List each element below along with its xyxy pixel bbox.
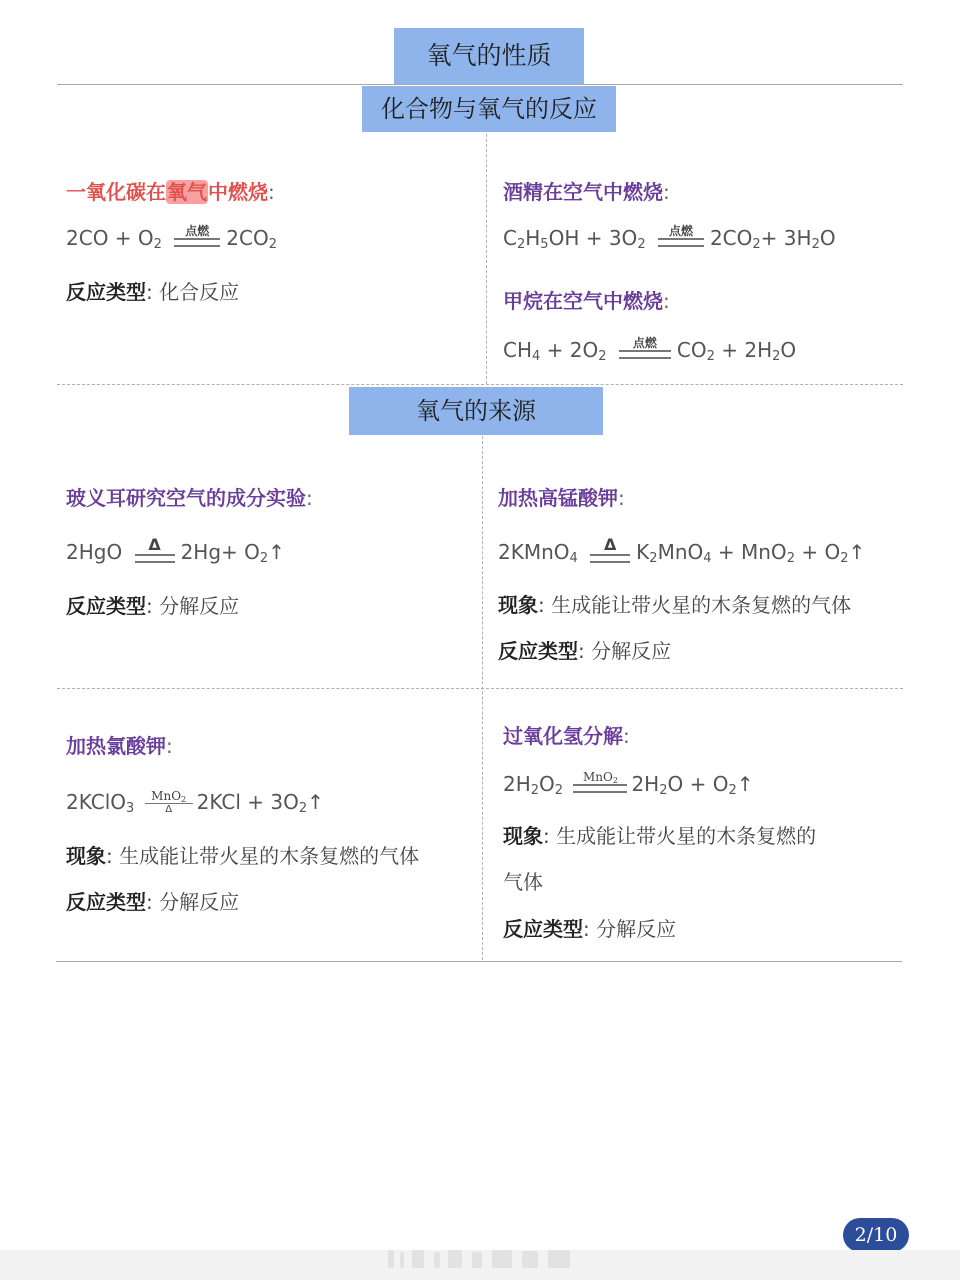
eq-text: + O (794, 540, 841, 564)
eq-text: 2CO + O (66, 226, 154, 250)
eq-text: 2H (503, 772, 531, 796)
phenomenon-label: 现象 (503, 824, 543, 848)
top-divider (57, 84, 903, 85)
watermark-bar (400, 1252, 404, 1268)
eq-text: CH (503, 338, 533, 362)
eq-text: O (539, 772, 555, 796)
eq-text: CO (676, 338, 707, 362)
eq-text: 2H (631, 772, 660, 796)
co-heading-text-end: 中燃烧 (208, 180, 268, 204)
phenomenon-value: 生成能让带火星的木条复燃的 (556, 824, 817, 848)
eq-text: OH + 3O (548, 226, 638, 250)
section1-column-divider (486, 134, 487, 384)
eq-text: 2CO (226, 226, 269, 250)
section2-column-divider (482, 436, 483, 960)
kclo3-equation: 2KClO$_3$ MnO$_2$ Δ $2KCl + 3O_2↑$ (66, 788, 324, 816)
watermark-bar (448, 1250, 462, 1268)
co-equation: $2CO + O_2$ 点燃 $2CO_2$ (66, 224, 278, 252)
type-label: 反应类型 (498, 639, 578, 663)
arrow-up-icon: ↑ (268, 540, 285, 564)
type-value: 化合反应 (159, 280, 240, 304)
page-title: 氧气的性质 (394, 28, 584, 84)
hgo-equation: 2HgO Δ $2Hg+ O_2↑$ (66, 535, 285, 566)
condition-text: Δ (603, 535, 617, 554)
condition-text: 点燃 (185, 224, 210, 238)
condition-text: Δ (148, 535, 161, 554)
eq-text: 2KClO (66, 790, 127, 814)
eq-text: + 2O (540, 338, 599, 362)
phenomenon-value: 生成能让带火星的木条复燃的气体 (119, 844, 420, 868)
eq-text: + 2H (714, 338, 773, 362)
type-value: 分解反应 (591, 639, 672, 663)
h2o2-reaction-type: 反应类型: 分解反应 (503, 917, 677, 941)
kclo3-reaction-type: 反应类型: 分解反应 (66, 890, 240, 914)
eq-text: 2CO (709, 226, 753, 250)
kmno4-phenomenon: 现象: 生成能让带火星的木条复燃的气体 (498, 593, 852, 617)
section-divider (57, 384, 903, 385)
phenomenon-value: 生成能让带火星的木条复燃的气体 (551, 593, 852, 617)
eq-text: O (819, 226, 836, 250)
co-heading-text: 一氧化碳在 (66, 180, 166, 204)
methane-combustion-heading: 甲烷在空气中燃烧: (503, 289, 670, 313)
reaction-condition (619, 336, 671, 359)
type-label: 反应类型 (66, 280, 146, 304)
eq-text: 2KMnO (498, 540, 570, 564)
kclo3-heading-text: 加热氯酸钾 (66, 734, 166, 758)
h2o2-heading: 过氧化氢分解: (503, 724, 630, 748)
watermark-bar (548, 1250, 570, 1268)
eq-text: H (525, 226, 541, 250)
watermark-bar (412, 1250, 424, 1268)
catalyst-text: MnO (151, 788, 182, 803)
h2o2-heading-text: 过氧化氢分解 (503, 724, 623, 748)
condition-text: 点燃 (632, 336, 657, 350)
hgo-reaction-type: 反应类型: 分解反应 (66, 594, 240, 618)
watermark-bar (492, 1250, 512, 1268)
eq-text: 2HgO (66, 540, 123, 564)
arrow-up-icon: ↑ (307, 790, 324, 814)
eq-text: 2Hg+ O (180, 540, 260, 564)
h2o2-phenomenon-continued (503, 866, 543, 895)
bottom-divider (56, 961, 902, 962)
page-number-badge: 2/10 (843, 1218, 909, 1252)
eq-text: 2KCl + 3O (196, 790, 299, 814)
arrow-up-icon: ↑ (848, 540, 866, 564)
type-value: 分解反应 (596, 917, 677, 941)
kmno4-reaction-type: 反应类型: 分解反应 (498, 639, 672, 663)
catalyst-text: MnO (582, 770, 613, 784)
type-label: 反应类型 (66, 594, 146, 618)
kmno4-heading: 加热高锰酸钾: (498, 486, 625, 510)
kmno4-equation: 2KMnO$_4$ Δ $K_2MnO_4 + MnO_2$ + $O_2↑$ (498, 535, 866, 566)
type-value: 分解反应 (159, 890, 240, 914)
type-label: 反应类型 (503, 917, 583, 941)
type-value: 分解反应 (159, 594, 240, 618)
eq-text: K (636, 540, 650, 564)
eq-text: + 3H (760, 226, 812, 250)
methane-equation: $CH_4 + 2O_2$ 点燃 $CO_2 + 2H_2O$ (503, 336, 797, 364)
phenomenon-label: 现象 (498, 593, 538, 617)
reaction-condition (658, 224, 704, 247)
h2o2-phenomenon: 现象: 生成能让带火星的木条复燃的 (503, 824, 817, 848)
condition-text: 点燃 (668, 224, 693, 238)
heat-symbol: Δ (165, 803, 173, 815)
eq-text: O + O (667, 772, 729, 796)
boyle-experiment-heading: 玻义耳研究空气的成分实验: (66, 486, 313, 510)
methane-heading-text: 甲烷在空气中燃烧 (503, 289, 663, 313)
eq-text: O (780, 338, 797, 362)
co-combustion-heading: 一氧化碳在氧气中燃烧: (66, 180, 275, 204)
h2o2-equation: $2H_2O_2$ MnO$_2$ $2H_2O$ + $O_2↑$ (503, 770, 754, 798)
type-label: 反应类型 (66, 890, 146, 914)
kmno4-heading-text: 加热高锰酸钾 (498, 486, 618, 510)
kclo3-phenomenon: 现象: 生成能让带火星的木条复燃的气体 (66, 844, 420, 868)
inner-divider (57, 688, 903, 689)
eq-text: + MnO (711, 540, 787, 564)
eq-text: MnO (657, 540, 704, 564)
eq-text: C (503, 226, 517, 250)
watermark-bar (522, 1251, 538, 1268)
section-title-sources: 氧气的来源 (349, 387, 603, 435)
alcohol-equation: $C_2H_5OH + 3O_2$ 点燃 $2CO_2+ 3H_2O$ (503, 224, 836, 252)
arrow-up-icon: ↑ (736, 772, 754, 796)
reaction-condition (590, 536, 630, 563)
reaction-condition (135, 536, 175, 563)
reaction-condition: MnO$_2$ (573, 770, 627, 793)
watermark-bars (388, 1248, 578, 1270)
phenomenon-label: 现象 (66, 844, 106, 868)
boyle-heading-text: 玻义耳研究空气的成分实验 (66, 486, 306, 510)
phenomenon-value-continued: 气体 (503, 870, 543, 894)
reaction-condition: MnO$_2$ Δ (145, 789, 193, 815)
watermark-bar (472, 1252, 482, 1268)
reaction-condition (174, 224, 220, 247)
alcohol-heading-text: 酒精在空气中燃烧 (503, 180, 663, 204)
co-reaction-type: 反应类型: 化合反应 (66, 280, 240, 304)
alcohol-combustion-heading: 酒精在空气中燃烧: (503, 180, 670, 204)
watermark-bar (434, 1252, 440, 1268)
highlight-mark: 氧气 (167, 180, 207, 204)
section-title-compounds: 化合物与氧气的反应 (362, 86, 616, 132)
watermark-bar (388, 1250, 394, 1268)
kclo3-heading: 加热氯酸钾: (66, 734, 173, 758)
